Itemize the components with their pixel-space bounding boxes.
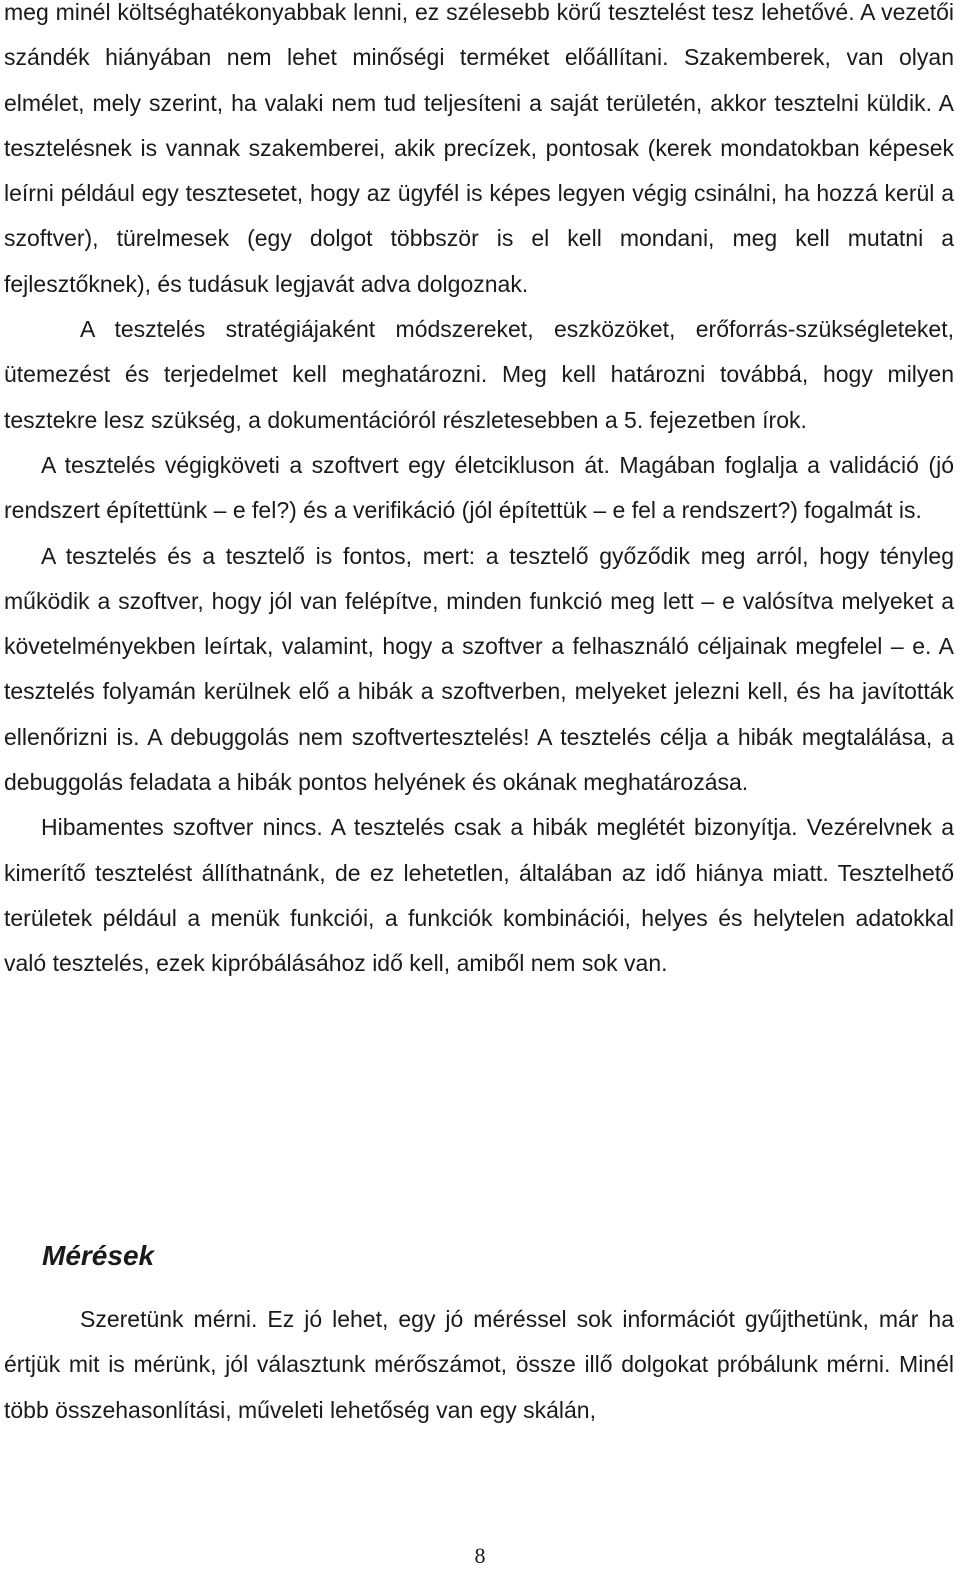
paragraph-2: A tesztelés stratégiájaként módszereket, eszközöket, erőforrás-szükségleteket, ütemezést és terjedelmet kell meghatározni. Meg kell határozni továbbá, hogy milyen tesztekre lesz szükség, a dokumentációról részletesebben a 5. fejezetben írok. [4, 316, 954, 433]
paragraph-1: meg minél költséghatékonyabbak lenni, ez szélesebb körű tesztelést tesz lehetővé. A vezetői szándék hiányában nem lehet minőségi terméket előállítani. Szakemberek, van olyan elmélet, mely szerint, ha valaki nem tud teljesíteni a saját területén, akkor tesztelni küldik. A tesztelésnek is vannak szakemberei, akik precízek, pontosak (kerek mondatokban képesek leírni például egy tesztesetet, hogy az ügyfél is képes legyen végig csinálni, ha hozzá kerül a szoftver), türelmesek (egy dolgot többször is el kell mondani, meg kell mutatni a fejlesztőknek), és tudásuk legjavát adva dolgoznak. [4, 0, 954, 297]
section-heading: Mérések [42, 1240, 155, 1271]
section-paragraph: Szeretünk mérni. Ez jó lehet, egy jó méréssel sok információt gyűjthetünk, már ha értjük mit is mérünk, jól választunk mérőszámot, össze illő dolgokat próbálunk mérni. Minél több összehasonlítási, műveleti lehetőség van egy skálán, [4, 1306, 954, 1423]
paragraph-4: A tesztelés és a tesztelő is fontos, mert: a tesztelő győződik meg arról, hogy tényleg működik a szoftver, hogy jól van felépítve, minden funkció meg lett – e valósítva melyeket a követelményekben leírtak, valamint, hogy a szoftver a felhasználó céljainak megfelel – e. A tesztelés folyamán kerülnek elő a hibák a szoftverben, melyeket jelezni kell, és ha javították ellenőrizni is. A debuggolás nem szoftvertesztelés! A tesztelés célja a hibák megtalálása, a debuggolás feladata a hibák pontos helyének és okának meghatározása. [4, 542, 954, 796]
paragraph-5: Hibamentes szoftver nincs. A tesztelés csak a hibák meglétét bizonyítja. Vezérelvnek a kimerítő tesztelést állíthatnánk, de ez lehetetlen, általában az idő hiánya miatt. Tesztelhető területek például a menük funkciói, a funkciók kombinációi, helyes és helytelen adatokkal való tesztelés, ezek kipróbálásához idő kell, amiből nem sok van. [4, 814, 954, 977]
page-number: 8 [474, 1543, 486, 1568]
section-text-block [4, 1297, 954, 1433]
body-text-block [4, 0, 954, 987]
paragraph-3: A tesztelés végigköveti a szoftvert egy életcikluson át. Magában foglalja a validáció (jó rendszert építettünk – e fel?) és a verifikáció (jól építettük – e fel a rendszert?) fogalmát is. [4, 451, 954, 524]
